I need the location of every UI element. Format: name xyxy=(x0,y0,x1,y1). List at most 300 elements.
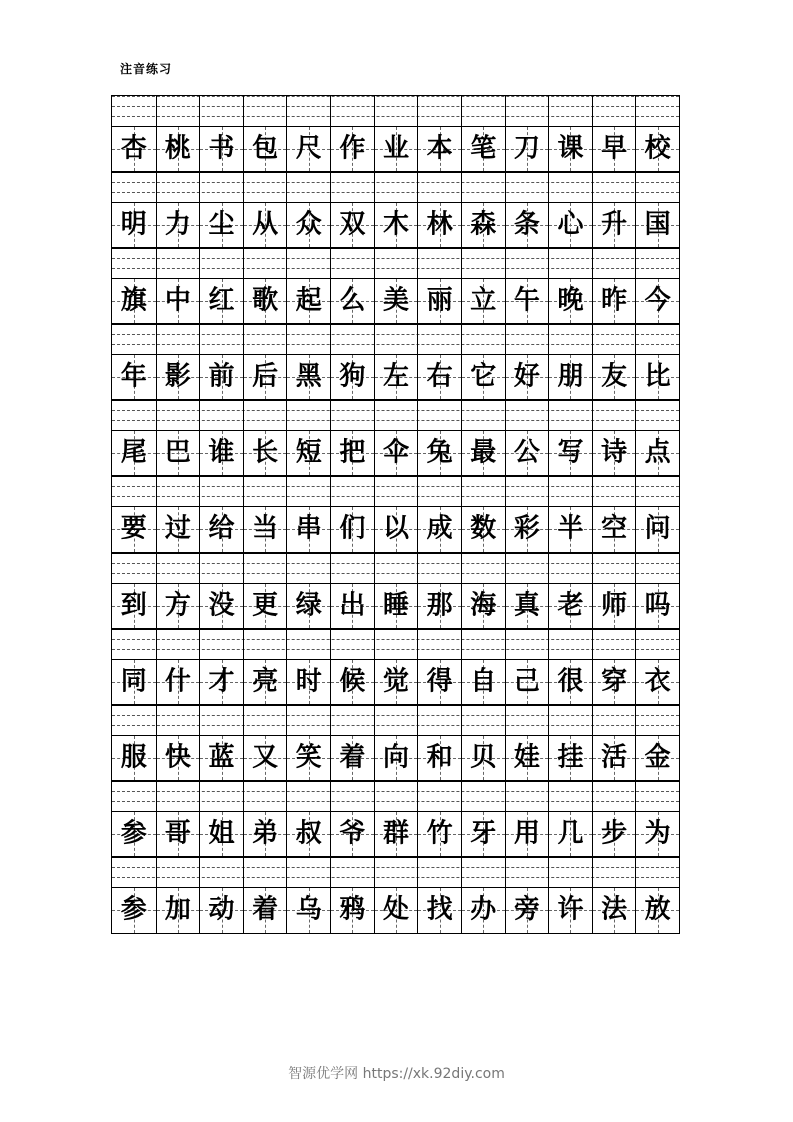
practice-character: 中 xyxy=(164,285,191,316)
character-cell xyxy=(243,278,287,324)
pinyin-band xyxy=(112,629,679,659)
pinyin-column-divider xyxy=(374,476,375,506)
pinyin-column-divider xyxy=(592,248,593,278)
practice-character: 要 xyxy=(120,513,147,544)
practice-character: 尾 xyxy=(120,437,147,468)
grid-row xyxy=(112,781,679,857)
character-cell xyxy=(286,278,330,324)
pinyin-column-divider xyxy=(156,629,157,659)
character-cell xyxy=(286,202,330,248)
practice-character: 亮 xyxy=(252,666,279,697)
pinyin-guide-line xyxy=(112,268,679,269)
pinyin-guide-line xyxy=(112,420,679,421)
character-cell xyxy=(548,506,592,552)
character-cell xyxy=(330,887,374,933)
pinyin-guide-line xyxy=(112,857,679,858)
pinyin-band xyxy=(112,172,679,202)
character-cell xyxy=(243,659,287,705)
pinyin-column-divider xyxy=(505,96,506,126)
pinyin-guide-line xyxy=(112,553,679,554)
grid-row xyxy=(112,400,679,476)
pinyin-column-divider xyxy=(417,857,418,887)
pinyin-column-divider xyxy=(635,781,636,811)
pinyin-column-divider xyxy=(505,857,506,887)
pinyin-column-divider xyxy=(156,781,157,811)
character-cell xyxy=(592,430,636,476)
grid-row xyxy=(112,96,679,172)
character-cell xyxy=(199,506,243,552)
practice-character: 又 xyxy=(252,742,279,773)
character-cell xyxy=(592,735,636,781)
pinyin-band xyxy=(112,400,679,430)
practice-character: 狗 xyxy=(339,361,366,392)
practice-character: 尺 xyxy=(295,133,322,164)
practice-character: 用 xyxy=(513,818,540,849)
pinyin-column-divider xyxy=(417,400,418,430)
pinyin-column-divider xyxy=(330,781,331,811)
footer-watermark: 智源优学网 https://xk.92diy.com xyxy=(288,1066,505,1082)
character-cell xyxy=(243,202,287,248)
character-cell xyxy=(592,583,636,629)
character-cell xyxy=(374,811,418,857)
pinyin-guide-line xyxy=(112,172,679,173)
character-cell xyxy=(330,202,374,248)
practice-character: 年 xyxy=(120,361,147,392)
pinyin-guide-line xyxy=(112,629,679,630)
practice-character: 为 xyxy=(644,818,671,849)
pinyin-column-divider xyxy=(505,324,506,354)
grid-row xyxy=(112,857,679,933)
character-cell xyxy=(330,506,374,552)
pinyin-column-divider xyxy=(199,324,200,354)
practice-character: 娃 xyxy=(513,742,540,773)
pinyin-guide-line xyxy=(112,496,679,497)
pinyin-column-divider xyxy=(199,476,200,506)
practice-character: 早 xyxy=(601,133,628,164)
character-cell xyxy=(548,811,592,857)
practice-character: 快 xyxy=(164,742,191,773)
practice-character: 黑 xyxy=(295,361,322,392)
practice-character: 放 xyxy=(644,894,671,925)
character-cell xyxy=(199,735,243,781)
practice-character: 那 xyxy=(426,590,453,621)
practice-character: 许 xyxy=(557,894,584,925)
pinyin-column-divider xyxy=(156,96,157,126)
character-cell xyxy=(112,430,156,476)
practice-character: 兔 xyxy=(426,437,453,468)
pinyin-column-divider xyxy=(286,629,287,659)
character-cell xyxy=(417,202,461,248)
pinyin-guide-line xyxy=(112,705,679,706)
pinyin-column-divider xyxy=(330,476,331,506)
character-cell xyxy=(592,278,636,324)
pinyin-guide-line xyxy=(112,476,679,477)
pinyin-column-divider xyxy=(330,705,331,735)
pinyin-column-divider xyxy=(330,553,331,583)
character-cell xyxy=(417,506,461,552)
pinyin-column-divider xyxy=(243,324,244,354)
pinyin-column-divider xyxy=(592,553,593,583)
grid-row xyxy=(112,705,679,781)
pinyin-column-divider xyxy=(243,96,244,126)
practice-character: 姐 xyxy=(208,818,235,849)
pinyin-column-divider xyxy=(592,857,593,887)
character-cell xyxy=(330,278,374,324)
pinyin-guide-line xyxy=(112,725,679,726)
character-cell xyxy=(592,659,636,705)
character-cell xyxy=(374,278,418,324)
page-title: 注音练习 xyxy=(120,62,173,76)
character-cell xyxy=(548,202,592,248)
pinyin-guide-line xyxy=(112,116,679,117)
character-cell xyxy=(112,506,156,552)
character-cell xyxy=(417,659,461,705)
character-cell xyxy=(505,735,549,781)
character-cell xyxy=(635,735,679,781)
character-cell xyxy=(461,659,505,705)
pinyin-column-divider xyxy=(330,400,331,430)
character-cell xyxy=(199,126,243,172)
character-cell xyxy=(592,887,636,933)
pinyin-column-divider xyxy=(286,400,287,430)
pinyin-column-divider xyxy=(592,705,593,735)
character-cell xyxy=(548,278,592,324)
grid-row xyxy=(112,629,679,705)
pinyin-column-divider xyxy=(417,324,418,354)
pinyin-column-divider xyxy=(505,400,506,430)
pinyin-column-divider xyxy=(374,629,375,659)
pinyin-column-divider xyxy=(417,172,418,202)
character-cell xyxy=(635,583,679,629)
pinyin-band xyxy=(112,248,679,278)
character-cell xyxy=(505,811,549,857)
pinyin-column-divider xyxy=(374,553,375,583)
pinyin-column-divider xyxy=(505,248,506,278)
practice-character: 起 xyxy=(295,285,322,316)
practice-character: 后 xyxy=(252,361,279,392)
pinyin-guide-line xyxy=(112,877,679,878)
character-cell xyxy=(243,735,287,781)
pinyin-column-divider xyxy=(635,857,636,887)
pinyin-column-divider xyxy=(286,781,287,811)
practice-character: 同 xyxy=(120,666,147,697)
pinyin-column-divider xyxy=(286,324,287,354)
character-cell xyxy=(505,659,549,705)
pinyin-column-divider xyxy=(505,705,506,735)
practice-character: 左 xyxy=(382,361,409,392)
practice-character: 老 xyxy=(557,590,584,621)
practice-character: 睡 xyxy=(382,590,409,621)
practice-character: 参 xyxy=(120,894,147,925)
character-cell xyxy=(243,430,287,476)
pinyin-column-divider xyxy=(199,96,200,126)
practice-character: 诗 xyxy=(601,437,628,468)
practice-character: 候 xyxy=(339,666,366,697)
character-cell xyxy=(417,278,461,324)
practice-character: 找 xyxy=(426,894,453,925)
practice-character: 红 xyxy=(208,285,235,316)
character-cell xyxy=(592,354,636,400)
practice-character: 到 xyxy=(120,590,147,621)
pinyin-band xyxy=(112,781,679,811)
character-cell xyxy=(330,430,374,476)
pinyin-band xyxy=(112,324,679,354)
practice-character: 巴 xyxy=(164,437,191,468)
character-cell xyxy=(199,354,243,400)
pinyin-column-divider xyxy=(199,781,200,811)
pinyin-column-divider xyxy=(548,248,549,278)
character-cell xyxy=(374,659,418,705)
pinyin-guide-line xyxy=(112,400,679,401)
character-cell xyxy=(243,354,287,400)
pinyin-column-divider xyxy=(417,629,418,659)
practice-character: 哥 xyxy=(164,818,191,849)
pinyin-column-divider xyxy=(156,553,157,583)
practice-character: 比 xyxy=(644,361,671,392)
pinyin-guide-line xyxy=(112,248,679,249)
pinyin-column-divider xyxy=(592,96,593,126)
pinyin-column-divider xyxy=(461,248,462,278)
pinyin-column-divider xyxy=(461,781,462,811)
practice-character: 自 xyxy=(470,666,497,697)
pinyin-column-divider xyxy=(548,857,549,887)
practice-character: 弟 xyxy=(252,818,279,849)
pinyin-guide-line xyxy=(112,715,679,716)
character-cell xyxy=(243,583,287,629)
pinyin-column-divider xyxy=(156,857,157,887)
practice-character: 笔 xyxy=(470,133,497,164)
practice-character: 贝 xyxy=(470,742,497,773)
practice-character: 长 xyxy=(252,437,279,468)
character-cell xyxy=(156,583,200,629)
character-cell xyxy=(461,278,505,324)
character-cell xyxy=(286,811,330,857)
pinyin-column-divider xyxy=(330,324,331,354)
practice-character: 办 xyxy=(470,894,497,925)
practice-character: 师 xyxy=(601,590,628,621)
character-cell xyxy=(635,202,679,248)
pinyin-band xyxy=(112,857,679,887)
pinyin-column-divider xyxy=(199,705,200,735)
pinyin-column-divider xyxy=(548,172,549,202)
character-cell xyxy=(505,126,549,172)
character-cell xyxy=(548,583,592,629)
practice-character: 乌 xyxy=(295,894,322,925)
pinyin-column-divider xyxy=(243,248,244,278)
character-cell xyxy=(417,126,461,172)
practice-character: 旁 xyxy=(513,894,540,925)
pinyin-column-divider xyxy=(243,781,244,811)
practice-character: 方 xyxy=(164,590,191,621)
practice-character: 半 xyxy=(557,513,584,544)
character-cell xyxy=(505,430,549,476)
practice-character: 很 xyxy=(557,666,584,697)
pinyin-column-divider xyxy=(592,324,593,354)
practice-character: 丽 xyxy=(426,285,453,316)
pinyin-column-divider xyxy=(286,553,287,583)
practice-character: 谁 xyxy=(208,437,235,468)
character-cell xyxy=(112,354,156,400)
practice-character: 向 xyxy=(382,742,409,773)
practice-character: 没 xyxy=(208,590,235,621)
pinyin-guide-line xyxy=(112,334,679,335)
practice-character: 业 xyxy=(382,133,409,164)
pinyin-column-divider xyxy=(548,781,549,811)
practice-character: 包 xyxy=(252,133,279,164)
character-cell xyxy=(548,735,592,781)
character-cell xyxy=(461,430,505,476)
pinyin-column-divider xyxy=(374,781,375,811)
practice-character: 蓝 xyxy=(208,742,235,773)
pinyin-column-divider xyxy=(243,172,244,202)
character-cell xyxy=(592,811,636,857)
practice-character: 木 xyxy=(382,209,409,240)
character-cell xyxy=(374,735,418,781)
pinyin-column-divider xyxy=(286,705,287,735)
character-cell xyxy=(156,126,200,172)
character-cell xyxy=(635,659,679,705)
character-cell xyxy=(156,202,200,248)
pinyin-column-divider xyxy=(417,553,418,583)
character-cell xyxy=(156,354,200,400)
pinyin-column-divider xyxy=(548,324,549,354)
character-cell xyxy=(112,811,156,857)
character-cell xyxy=(156,811,200,857)
pinyin-column-divider xyxy=(592,400,593,430)
pinyin-column-divider xyxy=(635,400,636,430)
pinyin-column-divider xyxy=(548,476,549,506)
grid-row xyxy=(112,553,679,629)
practice-character: 过 xyxy=(164,513,191,544)
character-cell xyxy=(417,887,461,933)
pinyin-column-divider xyxy=(330,857,331,887)
practice-character: 国 xyxy=(644,209,671,240)
pinyin-column-divider xyxy=(505,172,506,202)
pinyin-column-divider xyxy=(592,476,593,506)
practice-character: 刀 xyxy=(513,133,540,164)
pinyin-column-divider xyxy=(461,629,462,659)
practice-character: 觉 xyxy=(382,666,409,697)
practice-character: 课 xyxy=(557,133,584,164)
grid-row xyxy=(112,476,679,552)
pinyin-column-divider xyxy=(286,172,287,202)
practice-character: 把 xyxy=(339,437,366,468)
practice-character: 动 xyxy=(208,894,235,925)
practice-character: 鸦 xyxy=(339,894,366,925)
practice-character: 竹 xyxy=(426,818,453,849)
character-cell xyxy=(243,887,287,933)
character-cell xyxy=(199,583,243,629)
character-cell xyxy=(417,430,461,476)
character-cell xyxy=(374,430,418,476)
character-cell xyxy=(635,430,679,476)
practice-character: 真 xyxy=(513,590,540,621)
character-cell xyxy=(548,126,592,172)
character-cell xyxy=(592,506,636,552)
character-cell xyxy=(461,202,505,248)
pinyin-guide-line xyxy=(112,563,679,564)
pinyin-column-divider xyxy=(592,172,593,202)
pinyin-column-divider xyxy=(156,248,157,278)
practice-character: 点 xyxy=(644,437,671,468)
practice-grid xyxy=(111,95,680,934)
character-cell xyxy=(286,354,330,400)
character-cell xyxy=(330,126,374,172)
practice-character: 力 xyxy=(164,209,191,240)
practice-character: 时 xyxy=(295,666,322,697)
character-cell xyxy=(592,126,636,172)
pinyin-column-divider xyxy=(417,96,418,126)
pinyin-column-divider xyxy=(635,324,636,354)
character-cell xyxy=(156,506,200,552)
pinyin-column-divider xyxy=(374,172,375,202)
practice-character: 得 xyxy=(426,666,453,697)
character-cell xyxy=(461,735,505,781)
pinyin-column-divider xyxy=(548,629,549,659)
pinyin-column-divider xyxy=(374,96,375,126)
pinyin-column-divider xyxy=(592,629,593,659)
practice-character: 升 xyxy=(601,209,628,240)
pinyin-guide-line xyxy=(112,781,679,782)
practice-character: 数 xyxy=(470,513,497,544)
practice-character: 作 xyxy=(339,133,366,164)
pinyin-column-divider xyxy=(461,476,462,506)
character-cell xyxy=(505,506,549,552)
pinyin-column-divider xyxy=(330,629,331,659)
practice-character: 几 xyxy=(557,818,584,849)
pinyin-column-divider xyxy=(548,96,549,126)
pinyin-guide-line xyxy=(112,344,679,345)
pinyin-band xyxy=(112,705,679,735)
practice-character: 短 xyxy=(295,437,322,468)
character-cell xyxy=(112,126,156,172)
practice-character: 空 xyxy=(601,513,628,544)
practice-character: 们 xyxy=(339,513,366,544)
pinyin-column-divider xyxy=(635,705,636,735)
character-cell xyxy=(156,735,200,781)
pinyin-column-divider xyxy=(635,476,636,506)
character-cell xyxy=(286,659,330,705)
pinyin-column-divider xyxy=(243,553,244,583)
character-cell xyxy=(330,354,374,400)
practice-character: 立 xyxy=(470,285,497,316)
character-cell xyxy=(461,811,505,857)
pinyin-column-divider xyxy=(374,248,375,278)
character-cell xyxy=(286,735,330,781)
practice-character: 成 xyxy=(426,513,453,544)
character-cell xyxy=(156,430,200,476)
pinyin-column-divider xyxy=(505,476,506,506)
character-cell xyxy=(199,659,243,705)
practice-character: 给 xyxy=(208,513,235,544)
pinyin-column-divider xyxy=(592,781,593,811)
character-cell xyxy=(286,126,330,172)
pinyin-column-divider xyxy=(461,705,462,735)
pinyin-column-divider xyxy=(548,705,549,735)
character-cell xyxy=(635,126,679,172)
character-cell xyxy=(505,202,549,248)
character-cell xyxy=(635,278,679,324)
pinyin-column-divider xyxy=(461,96,462,126)
pinyin-column-divider xyxy=(243,705,244,735)
character-cell xyxy=(548,887,592,933)
practice-character: 加 xyxy=(164,894,191,925)
practice-character: 双 xyxy=(339,209,366,240)
character-cell xyxy=(461,354,505,400)
pinyin-column-divider xyxy=(330,172,331,202)
pinyin-guide-line xyxy=(112,867,679,868)
pinyin-column-divider xyxy=(548,553,549,583)
